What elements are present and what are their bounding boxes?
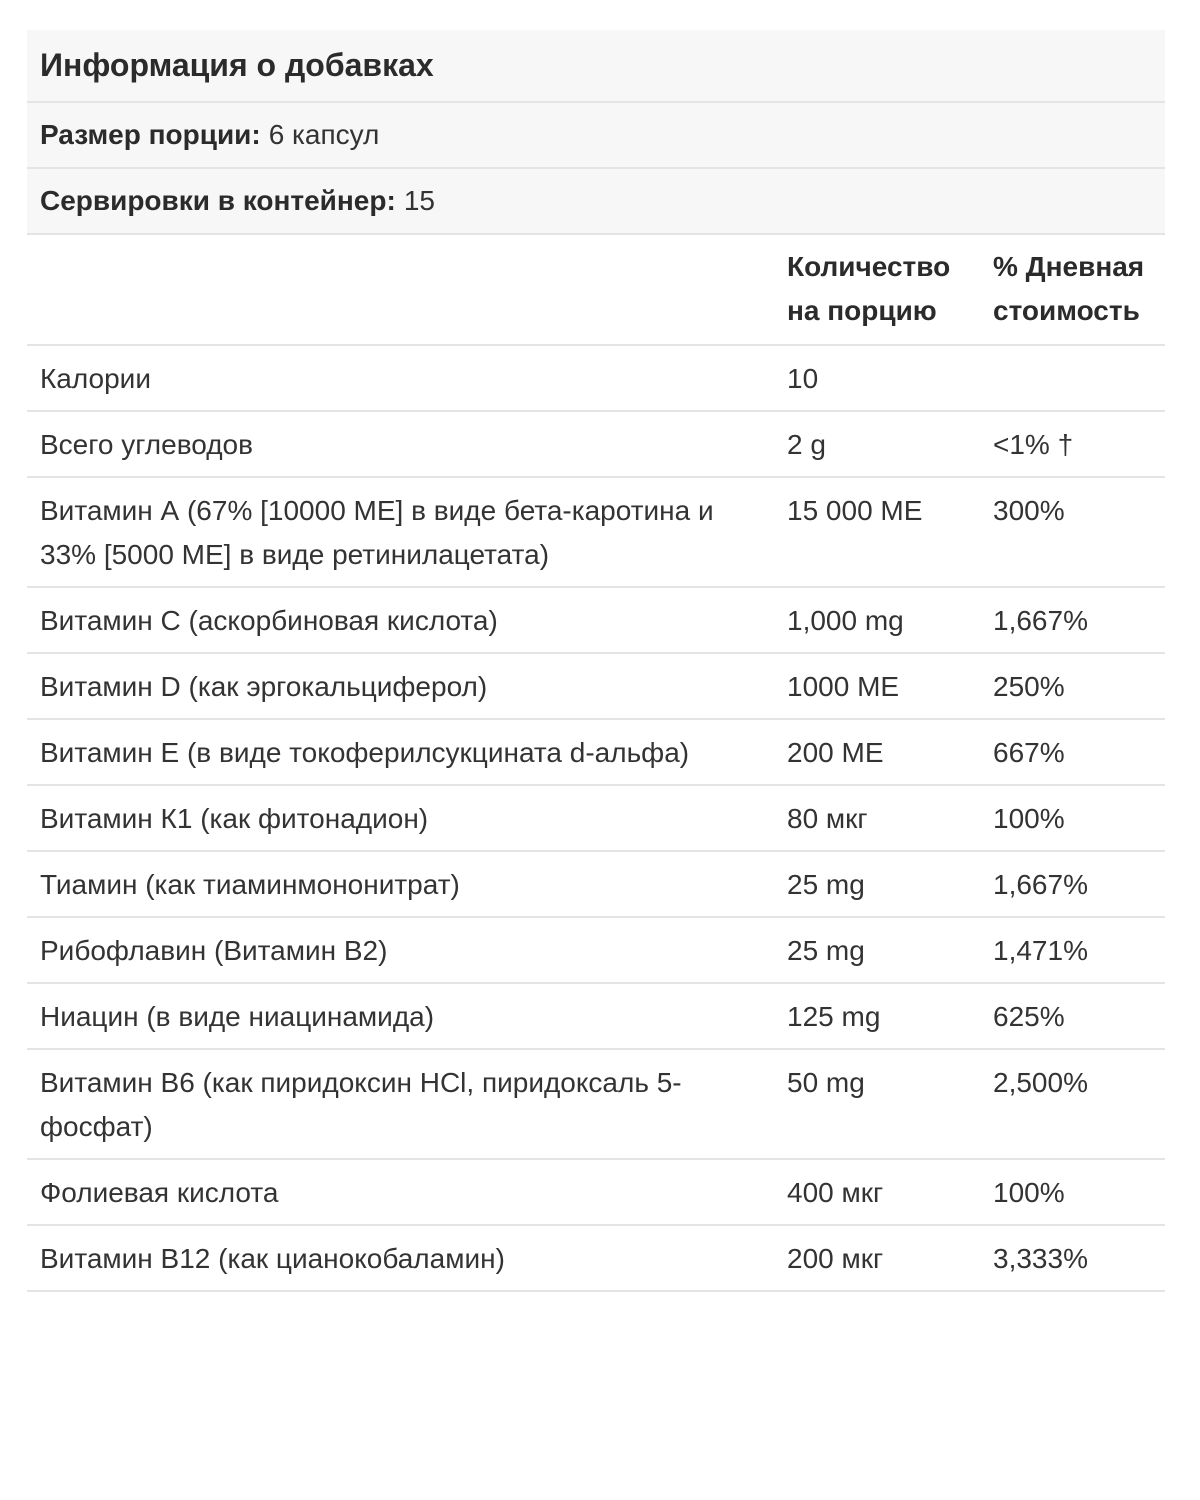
table-row: [27, 851, 1165, 917]
servings-per-container-value: 15: [403, 185, 435, 216]
nutrients-table: [27, 235, 1165, 1292]
table-row: [27, 345, 1165, 411]
nutrient-daily-value: <1% †: [978, 411, 1165, 477]
supplement-facts-panel: [27, 30, 1165, 1292]
table-row: [27, 1159, 1165, 1225]
table-row: [27, 477, 1165, 587]
nutrient-daily-value: 625%: [978, 983, 1165, 1049]
serving-size-row: [27, 103, 1165, 169]
table-row: [27, 983, 1165, 1049]
header-daily-value: % Дневная стоимость: [978, 235, 1165, 345]
nutrient-amount: 80 мкг: [774, 785, 978, 851]
table-row: [27, 1225, 1165, 1291]
nutrient-name: Фолиевая кислота: [27, 1159, 774, 1225]
nutrient-amount: 1,000 mg: [774, 587, 978, 653]
nutrient-name: Витамин В6 (как пиридоксин HCl, пиридоксаль 5-фосфат): [27, 1049, 774, 1159]
nutrient-daily-value: 2,500%: [978, 1049, 1165, 1159]
nutrient-daily-value: 100%: [978, 785, 1165, 851]
nutrient-amount: 200 МЕ: [774, 719, 978, 785]
nutrient-name: Витамин D (как эргокальциферол): [27, 653, 774, 719]
serving-size-value: 6 капсул: [268, 119, 380, 150]
nutrient-daily-value: 1,667%: [978, 587, 1165, 653]
table-row: [27, 719, 1165, 785]
nutrient-amount: 125 mg: [774, 983, 978, 1049]
serving-size-label: Размер порции:: [40, 119, 261, 150]
nutrient-name: Витамин К1 (как фитонадион): [27, 785, 774, 851]
nutrient-name: Витамин Е (в виде токоферилсукцината d-альфа): [27, 719, 774, 785]
table-row: [27, 411, 1165, 477]
nutrient-amount: 2 g: [774, 411, 978, 477]
nutrient-amount: 15 000 МЕ: [774, 477, 978, 587]
table-row: [27, 653, 1165, 719]
nutrient-amount: 10: [774, 345, 978, 411]
nutrient-name: Витамин А (67% [10000 МЕ] в виде бета-каротина и 33% [5000 МЕ] в виде ретинилацетата): [27, 477, 774, 587]
panel-title: Информация о добавках: [27, 30, 1165, 103]
table-row: [27, 587, 1165, 653]
nutrient-amount: 25 mg: [774, 851, 978, 917]
nutrient-amount: 25 mg: [774, 917, 978, 983]
nutrient-name: Калории: [27, 345, 774, 411]
nutrient-daily-value: 1,667%: [978, 851, 1165, 917]
nutrient-daily-value: 300%: [978, 477, 1165, 587]
nutrient-amount: 400 мкг: [774, 1159, 978, 1225]
header-nutrient: [27, 235, 774, 345]
servings-per-container-label: Сервировки в контейнер:: [40, 185, 396, 216]
header-amount-per-serving: Количество на порцию: [774, 235, 978, 345]
servings-per-container-row: [27, 169, 1165, 235]
nutrient-name: Всего углеводов: [27, 411, 774, 477]
nutrient-daily-value: 667%: [978, 719, 1165, 785]
nutrient-name: Витамин С (аскорбиновая кислота): [27, 587, 774, 653]
nutrient-daily-value: 3,333%: [978, 1225, 1165, 1291]
table-row: [27, 1049, 1165, 1159]
nutrient-amount: 50 mg: [774, 1049, 978, 1159]
nutrient-daily-value: 1,471%: [978, 917, 1165, 983]
nutrient-name: Рибофлавин (Витамин В2): [27, 917, 774, 983]
table-row: [27, 785, 1165, 851]
table-row: [27, 917, 1165, 983]
nutrient-name: Ниацин (в виде ниацинамида): [27, 983, 774, 1049]
nutrient-daily-value: 100%: [978, 1159, 1165, 1225]
nutrient-daily-value: 250%: [978, 653, 1165, 719]
nutrient-name: Тиамин (как тиаминмононитрат): [27, 851, 774, 917]
nutrient-daily-value: [978, 345, 1165, 411]
table-header-row: [27, 235, 1165, 345]
nutrient-name: Витамин В12 (как цианокобаламин): [27, 1225, 774, 1291]
nutrient-amount: 200 мкг: [774, 1225, 978, 1291]
nutrient-amount: 1000 МЕ: [774, 653, 978, 719]
